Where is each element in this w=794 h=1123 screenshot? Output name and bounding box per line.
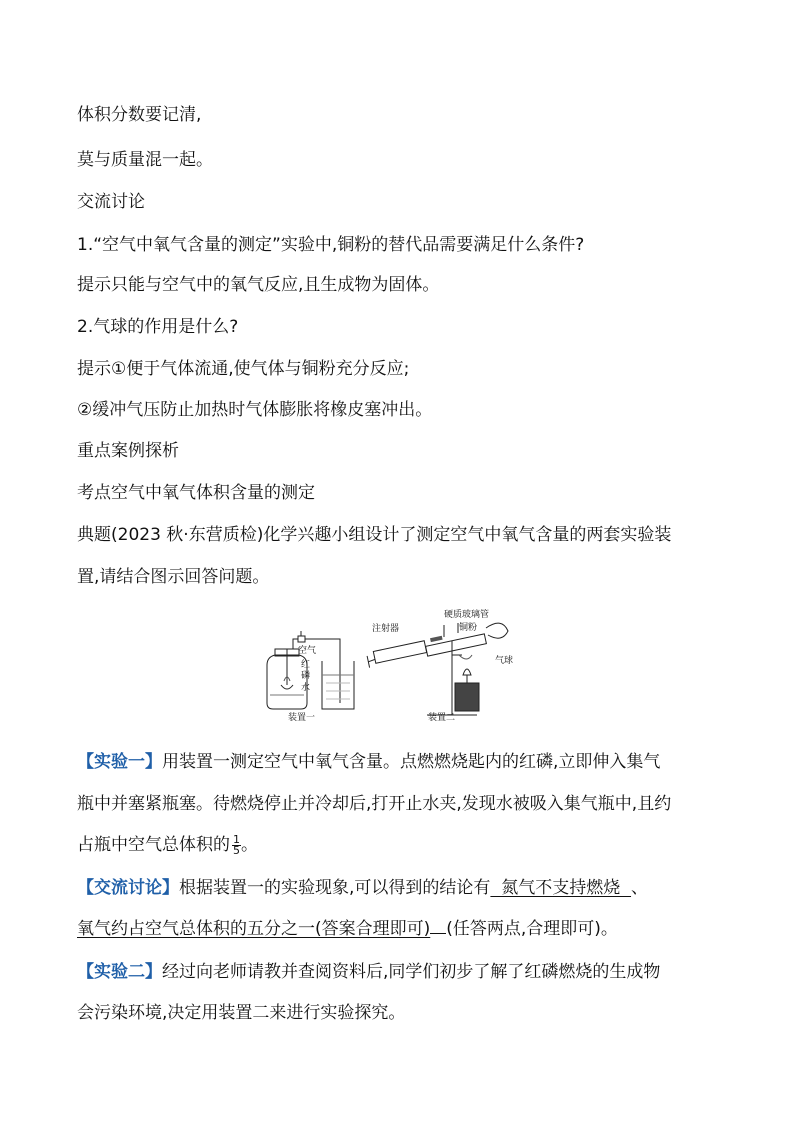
answer-separator: 、 — [631, 878, 649, 898]
fraction-one-fifth — [232, 832, 241, 857]
discussion-text-2: (任答两点,合理即可)。 — [446, 919, 618, 939]
experiment-one-tag: 【实验一】 — [77, 752, 162, 772]
hint-2a: 提示①便于气体流通,使气体与铜粉充分反应; — [77, 359, 410, 379]
label-red: 红 — [301, 660, 311, 670]
experiment-one-text-3: 占瓶中空气总体积的 — [77, 835, 230, 855]
discussion-text-1: 根据装置一的实验现象,可以得到的结论有 — [179, 878, 491, 898]
device-one-label: 装置一 — [288, 713, 316, 723]
device-two-label: 装置二 — [428, 713, 456, 723]
label-balloon: 气球 — [495, 656, 514, 666]
label-glass-tube: 硬质玻璃管 — [444, 610, 490, 620]
device-one-diagram — [267, 631, 354, 709]
experiment-two-tag: 【实验二】 — [77, 962, 162, 982]
text-line-2: 莫与质量混一起。 — [77, 150, 213, 170]
label-water: 水 — [301, 683, 311, 693]
apparatus-figure — [262, 603, 532, 725]
label-air: 空气 — [298, 646, 317, 656]
problem-line-2: 置,请结合图示回答问题。 — [77, 567, 270, 587]
fraction-numerator: 1 — [233, 832, 240, 846]
topic-line: 考点空气中氧气体积含量的测定 — [77, 483, 315, 503]
question-1: 1.“空气中氧气含量的测定”实验中,铜粉的替代品需要满足什么条件? — [77, 235, 585, 255]
experiment-one-end: 。 — [241, 835, 258, 855]
problem-line-1: 典题(2023 秋·东营质检)化学兴趣小组设计了测定空气中氧气含量的两套实验装 — [77, 525, 672, 545]
experiment-one-line-3 — [77, 833, 258, 857]
discussion-tag: 【交流讨论】 — [77, 878, 179, 898]
section-heading-case: 重点案例探析 — [77, 441, 179, 461]
discussion-line-1 — [77, 876, 648, 900]
experiment-two-line-1 — [77, 960, 660, 984]
experiment-two-text-1: 经过向老师请教并查阅资料后,同学们初步了解了红磷燃烧的生成物 — [162, 962, 661, 982]
hint-2b: ②缓冲气压防止加热时气体膨胀将橡皮塞冲出。 — [77, 400, 433, 420]
text-line-1: 体积分数要记清, — [77, 105, 202, 125]
section-heading-discussion: 交流讨论 — [77, 192, 145, 212]
answer-2: 氧气约占空气总体积的五分之一(答案合理即可) — [77, 919, 431, 939]
question-2: 2.气球的作用是什么? — [77, 317, 239, 337]
fraction-denominator: 5 — [233, 843, 240, 857]
experiment-one-line-1 — [77, 750, 660, 774]
discussion-line-2 — [77, 917, 618, 941]
experiment-two-line-2: 会污染环境,决定用装置二来进行实验探究。 — [77, 1003, 406, 1023]
label-syringe: 注射器 — [372, 624, 400, 634]
label-phosphorus: 磷 — [301, 671, 311, 681]
answer-1: 氮气不支持燃烧 — [490, 878, 632, 898]
hint-1: 提示只能与空气中的氧气反应,且生成物为固体。 — [77, 275, 440, 295]
label-copper-powder: 铜粉 — [459, 623, 478, 633]
experiment-one-text-1: 用装置一测定空气中氧气含量。点燃燃烧匙内的红磷,立即伸入集气 — [162, 752, 661, 772]
experiment-one-line-2: 瓶中并塞紧瓶塞。待燃烧停止并冷却后,打开止水夹,发现水被吸入集气瓶中,且约 — [77, 794, 672, 814]
device-two-diagram — [367, 623, 508, 715]
